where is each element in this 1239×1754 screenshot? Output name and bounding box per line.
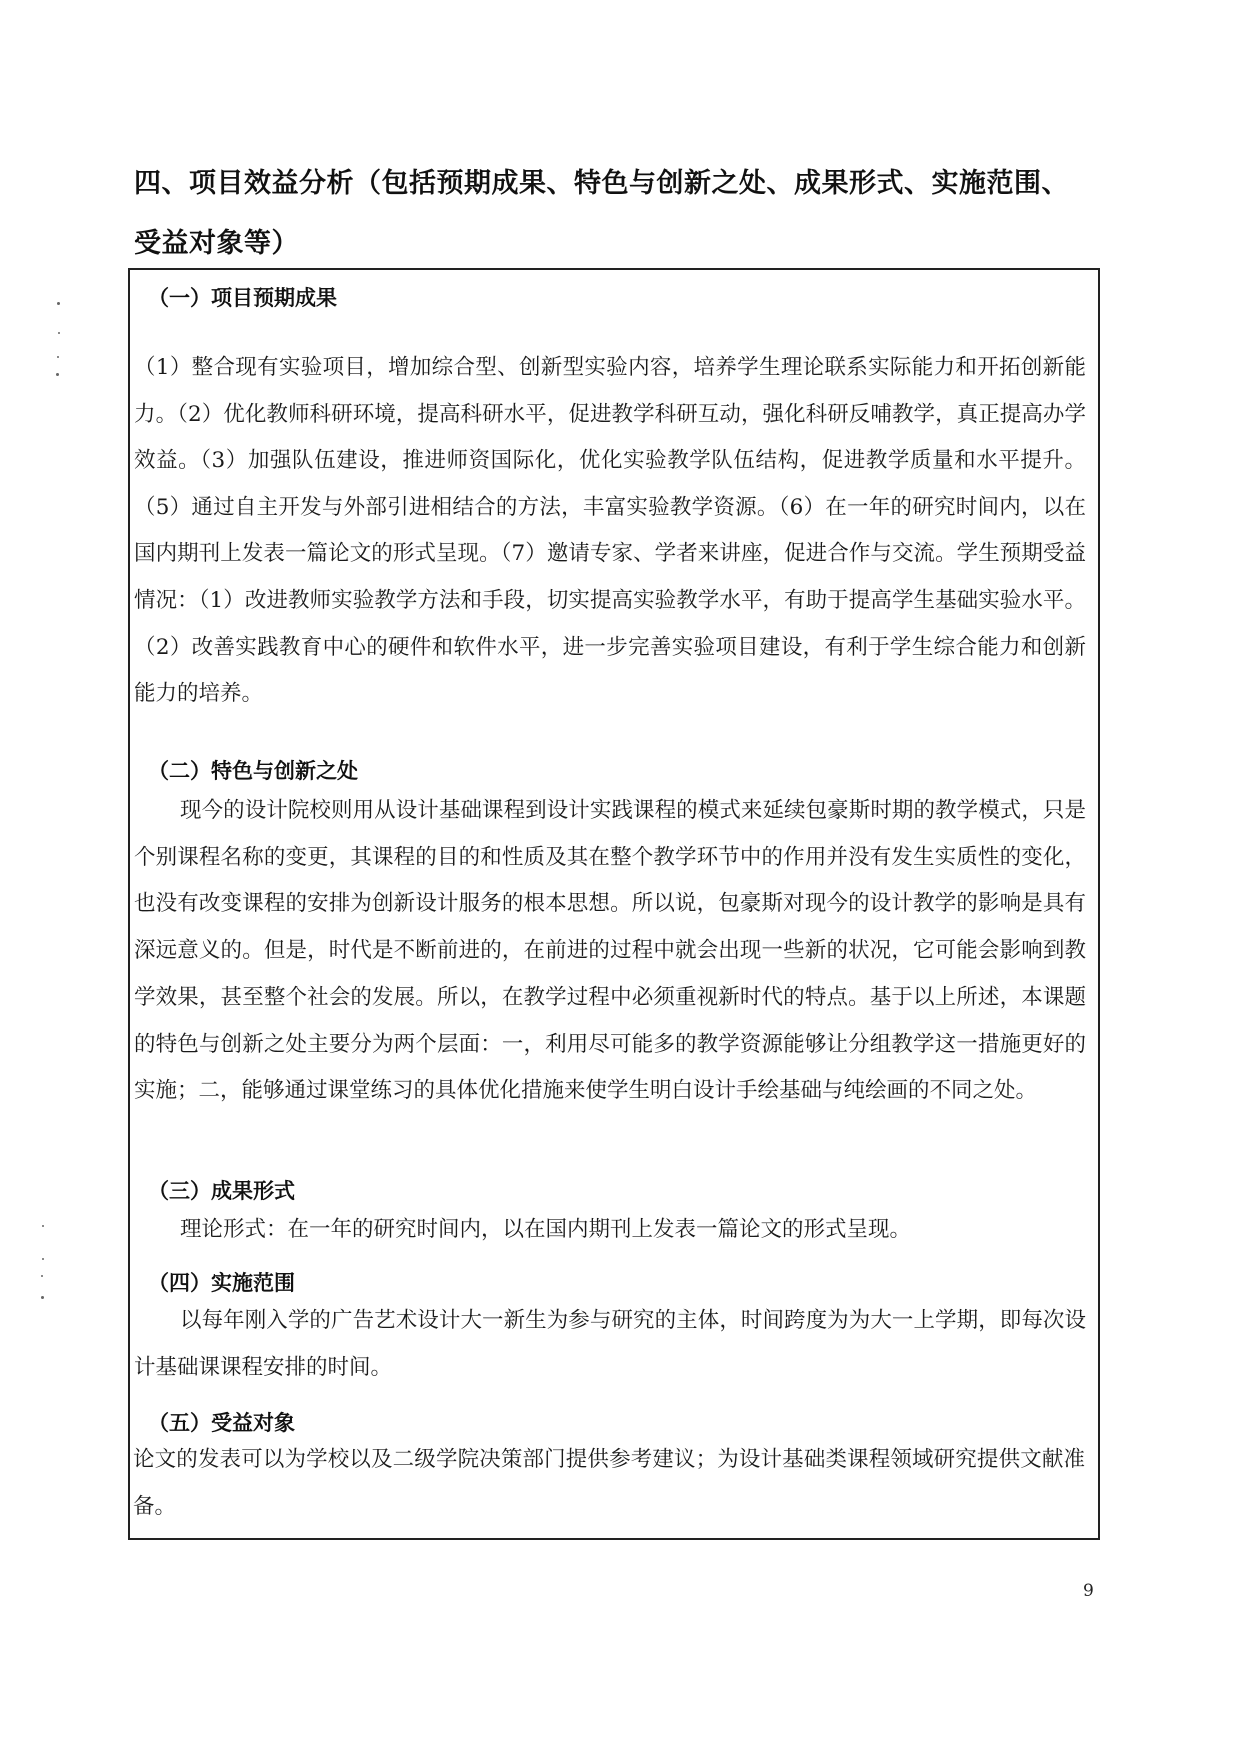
binding-hole-mark	[57, 356, 59, 358]
features-innovation-paragraph: 现今的设计院校则用从设计基础课程到设计实践课程的模式来延续包豪斯时期的教学模式，只是个别课程名称的变更，其课程的目的和性质及其在整个教学环节中的作用并没有发生实质性的变化，也没有改变课程的安排为创新设计服务的根本思想。所以说，包豪斯对现今的设计教学的影响是具有深远意义的。但是，时代是不断前进的，在前进的过程中就会出现一些新的状况，它可能会影响到教学效果，甚至整个社会的发展。所以，在教学过程中必须重视新时代的特点。基于以上所述，本课题的特色与创新之处主要分为两个层面：一，利用尽可能多的教学资源能够让分组教学这一措施更好的实施；二，能够通过课堂练习的具体优化措施来使学生明白设计手绘基础与纯绘画的不同之处。	[134, 798, 1086, 1104]
result-form-paragraph: 理论形式：在一年的研究时间内，以在国内期刊上发表一篇论文的形式呈现。	[180, 1217, 912, 1242]
subsection-title-features-innovation: （二）特色与创新之处	[148, 759, 358, 783]
binding-hole-mark	[41, 1296, 44, 1299]
binding-hole-mark	[42, 1258, 44, 1260]
binding-hole-mark	[57, 302, 60, 305]
binding-hole-mark	[41, 1275, 43, 1277]
implementation-scope-paragraph: 以每年刚入学的广告艺术设计大一新生为参与研究的主体，时间跨度为为大一上学期，即每次设计基础课课程安排的时间。	[134, 1308, 1086, 1380]
binding-hole-mark	[42, 1225, 44, 1227]
subsection-title-expected-results: （一）项目预期成果	[148, 286, 337, 310]
section-heading-line-1: 四、项目效益分析（包括预期成果、特色与创新之处、成果形式、实施范围、	[134, 168, 1069, 199]
section-heading-line-2: 受益对象等）	[134, 228, 299, 259]
subsection-title-result-form: （三）成果形式	[148, 1179, 295, 1203]
binding-hole-mark	[56, 373, 59, 376]
beneficiaries-paragraph: 论文的发表可以为学校以及二级学院决策部门提供参考建议；为设计基础类课程领域研究提供文献准备。	[133, 1447, 1085, 1519]
subsection-title-implementation-scope: （四）实施范围	[148, 1271, 295, 1295]
subsection-title-beneficiaries: （五）受益对象	[148, 1411, 295, 1435]
expected-results-paragraph: （1）整合现有实验项目，增加综合型、创新型实验内容，培养学生理论联系实际能力和开拓创新能力。（2）优化教师科研环境，提高科研水平，促进教学科研互动，强化科研反哺教学，真正提高办学效益。（3）加强队伍建设，推进师资国际化，优化实验教学队伍结构，促进教学质量和水平提升。（5）通过自主开发与外部引进相结合的方法，丰富实验教学资源。（6）在一年的研究时间内，以在国内期刊上发表一篇论文的形式呈现。（7）邀请专家、学者来讲座，促进合作与交流。学生预期受益情况：（1）改进教师实验教学方法和手段，切实提高实验教学水平，有助于提高学生基础实验水平。（2）改善实践教育中心的硬件和软件水平，进一步完善实验项目建设，有利于学生综合能力和创新能力的培养。	[134, 355, 1086, 707]
binding-hole-mark	[58, 332, 60, 334]
page-number: 9	[1083, 1581, 1094, 1601]
